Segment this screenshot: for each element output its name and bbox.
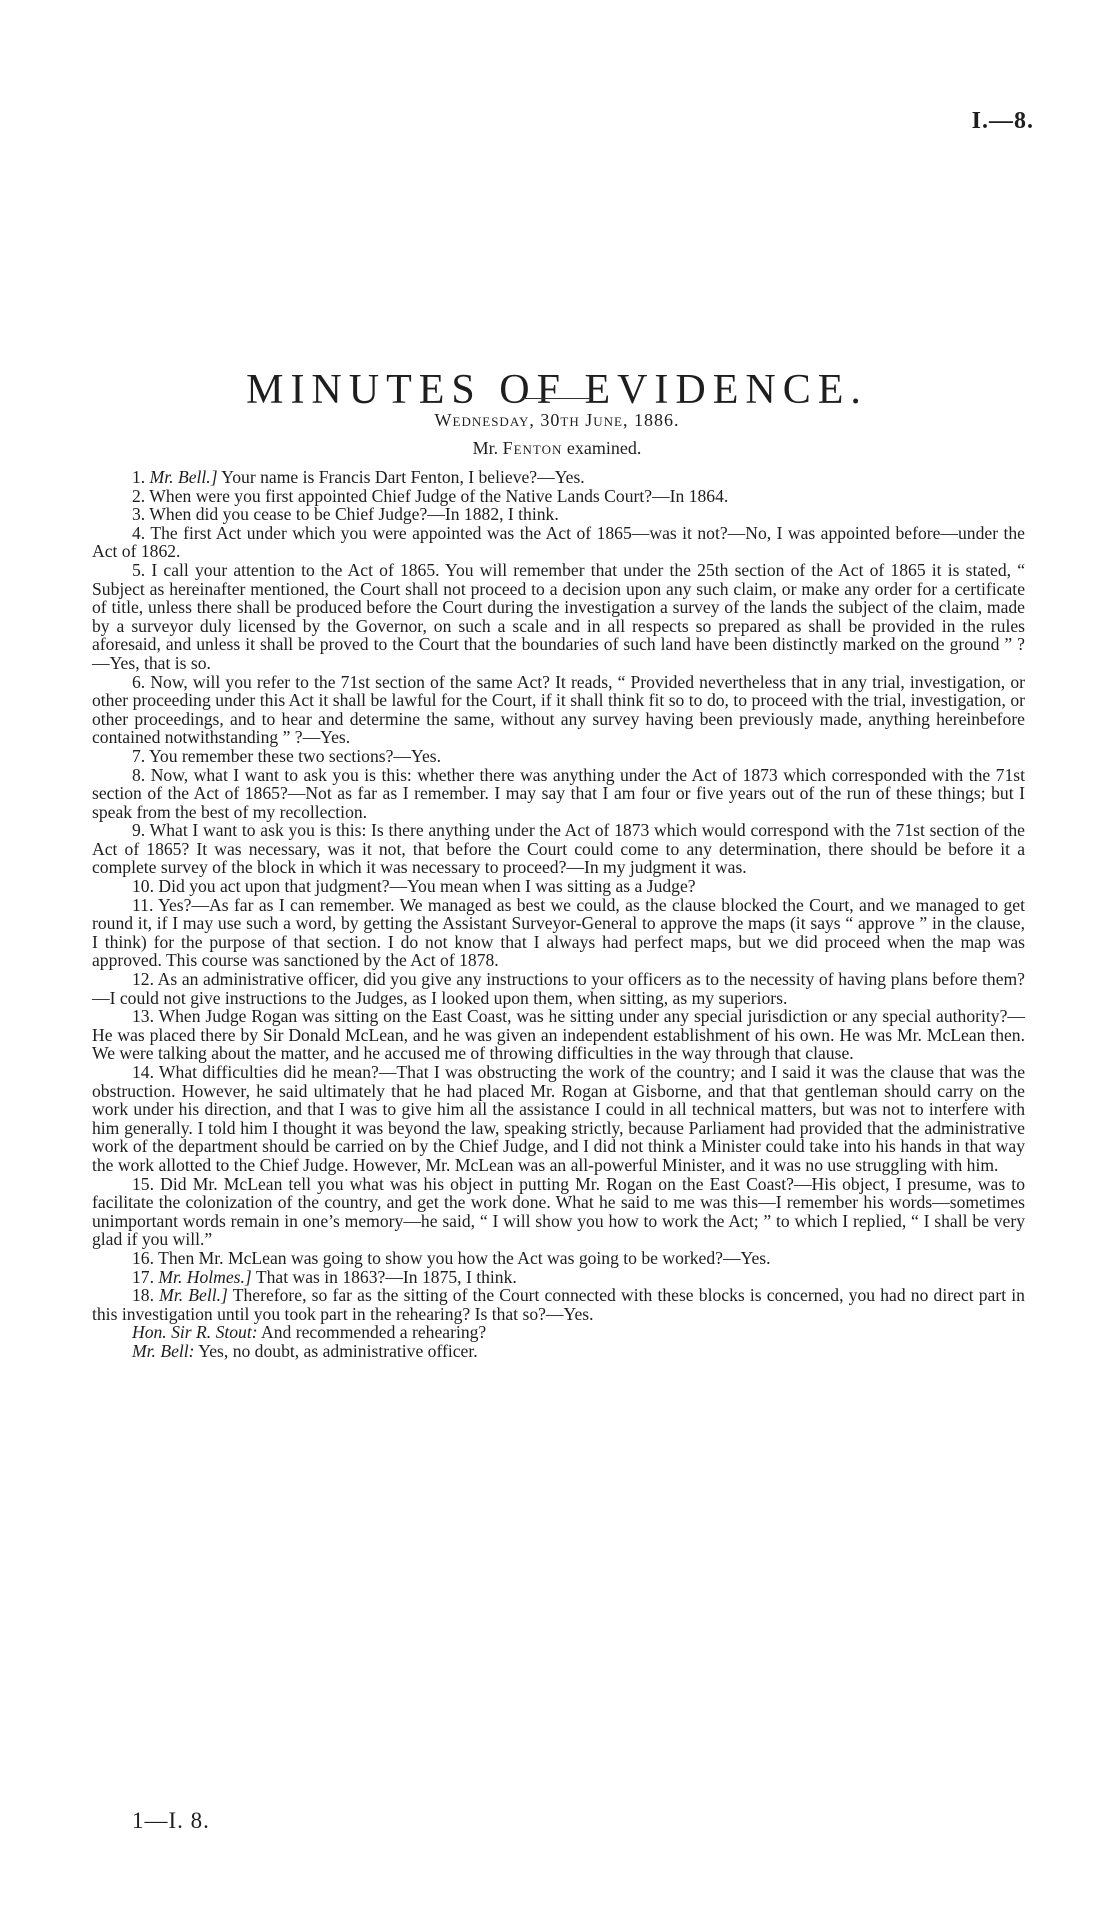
evidence-paragraph: [92, 673, 1025, 747]
paragraph-text: As an administrative officer, did you give any instructions to your officers as to the necessity of having plans before them?—I could not give instructions to the Judges, as I looked upon them, when sitting, as my superiors.: [92, 969, 1025, 1008]
evidence-paragraph: [92, 561, 1025, 673]
paragraph-text: What difficulties did he mean?—That I was obstructing the work of the country; and I said it was the clause that was the obstruction. However, he said ultimately that he had placed Mr. Rogan at Gisborne, and that that gentleman should carry on the work under his direction, and that I was to give him all the assistance I could in all technical matters, but was not to interfere with him generally. I told him I thought it was beyond the law, speaking strictly, because Parliament had provided that the administrative work of the department should be carried on by the Chief Judge, and I did not think a Minister could take into his hands in that way the work allotted to the Chief Judge. However, Mr. McLean was an all-powerful Minister, and it was no use struggling with him.: [92, 1062, 1025, 1175]
evidence-body: [92, 468, 1025, 1361]
question-number: 2.: [132, 485, 146, 506]
question-number: 11.: [132, 894, 154, 915]
title-divider: [522, 398, 592, 399]
question-number: 16.: [132, 1247, 154, 1268]
page-footer-signature: 1—I. 8.: [132, 1808, 210, 1833]
question-number: 6.: [132, 671, 146, 692]
evidence-paragraph: [92, 1175, 1025, 1249]
paragraph-text: Now, will you refer to the 71st section of the same Act? It reads, “ Provided nevertheless that in any trial, investigation, or other proceeding under this Act it shall be lawful for the Court, if it shall think fit so to do, to proceed with the trial, investigation, or other proceedings, and to hear and determine the same, without any survey having been previously made, anything hereinbefore contained notwithstanding ” ?—Yes.: [92, 671, 1025, 748]
paragraph-text: Yes?—As far as I can remember. We managed as best we could, as the clause blocked the Court, and we managed to get round it, if I may use such a word, by getting the Assistant Surveyor-General to approve the maps (it says “ approve ” in the clause, I think) for the purpose of that section. I do not know that I always had perfect maps, but we did proceed when the map was approved. This course was sanctioned by the Act of 1878.: [92, 894, 1025, 971]
question-number: 14.: [132, 1062, 154, 1082]
evidence-paragraph: [92, 468, 1025, 487]
evidence-paragraph: [92, 877, 1025, 896]
speaker-name: Mr. Holmes.]: [158, 1266, 252, 1287]
question-number: 10.: [132, 876, 154, 897]
paragraph-text: Now, what I want to ask you is this: whether there was anything under the Act of 1873 which corresponded with the 71st section of the Act of 1865?—Not as far as I remember. I may say that I am four or five years out of the run of these things; but I speak from the best of my recollection.: [92, 764, 1025, 822]
question-number: 17.: [132, 1266, 154, 1287]
question-number: 8.: [132, 764, 146, 785]
evidence-paragraph: [92, 747, 1025, 766]
question-number: 4.: [132, 522, 146, 543]
evidence-paragraph: [92, 896, 1025, 970]
evidence-paragraph: [92, 505, 1025, 524]
evidence-paragraph: [92, 821, 1025, 877]
evidence-paragraph: [92, 487, 1025, 506]
paragraph-text: Therefore, so far as the sitting of the Court connected with these blocks is concerned, you had no direct part in this investigation until you took part in the rehearing? Is that so?—Yes.: [92, 1285, 1025, 1324]
paragraph-text: What I want to ask you is this: Is there anything under the Act of 1873 which would correspond with the 71st section of the Act of 1865? It was necessary, was it not, that before the Court could come to any determination, there should be before it a complete survey of the block in which it was necessary to proceed?—In my judgment it was.: [92, 820, 1025, 878]
paragraph-text: When Judge Rogan was sitting on the East Coast, was he sitting under any special jurisdiction or any special authority?—He was placed there by Sir Donald McLean, and he was given an independent establishment of his own. He was Mr. McLean then. We were talking about the matter, and he accused me of throwing difficulties in the way through that clause.: [92, 1006, 1025, 1064]
paragraph-text: Did Mr. McLean tell you what was his object in putting Mr. Rogan on the East Coast?—His object, I presume, was to facilitate the colonization of the country, and get the work done. What he said to me was this—I remember his words—sometimes unimportant words remain in one’s memory—he said, “ I will show you how to work the Act; ” to which I replied, “ I shall be very glad if you will.”: [92, 1173, 1025, 1250]
paragraph-text: When did you cease to be Chief Judge?—In 1882, I think.: [149, 504, 559, 525]
question-number: 15.: [132, 1173, 154, 1194]
question-number: 3.: [132, 504, 146, 525]
paragraph-text: That was in 1863?—In 1875, I think.: [255, 1266, 517, 1287]
question-number: 7.: [132, 745, 146, 766]
evidence-paragraph: [92, 1063, 1025, 1175]
evidence-paragraph: [92, 970, 1025, 1007]
question-number: 12.: [132, 969, 154, 990]
witness-name: Fenton: [502, 438, 563, 458]
document-title: MINUTES OF EVIDENCE.: [246, 367, 868, 414]
paragraph-text: Yes, no doubt, as administrative officer.: [198, 1340, 478, 1361]
paragraph-text: I call your attention to the Act of 1865. You will remember that under the 25th section of the Act of 1865 it is stated, “ Subject as hereinafter mentioned, the Court shall not proceed to a decision upon any such claim, or make any order for a certificate of title, unless there shall be produced before the Court during the investigation a survey of the lands the subject of the claim, made by a surveyor duly licensed by the Governor, on such a scale and in all respects so prepared as shall be provided in the rules aforesaid, and unless it shall be proved to the Court that the boundaries of such land have been distinctly marked on the ground ” ?—Yes, that is so.: [92, 559, 1026, 673]
evidence-paragraph: [92, 766, 1025, 822]
paragraph-text: Then Mr. McLean was going to show you how the Act was going to be worked?—Yes.: [158, 1247, 771, 1268]
question-number: 1.: [132, 467, 146, 487]
evidence-paragraph: [92, 524, 1025, 561]
paragraph-text: You remember these two sections?—Yes.: [148, 745, 442, 766]
session-date: Wednesday, 30th June, 1886.: [434, 410, 680, 430]
page-reference: I.—8.: [971, 108, 1034, 134]
evidence-paragraph: [92, 1249, 1025, 1268]
question-number: 18.: [132, 1285, 154, 1306]
paragraph-text: Did you act upon that judgment?—You mean when I was sitting as a Judge?: [158, 876, 696, 897]
witness-examined-line: [0, 438, 1114, 459]
paragraph-text: And recommended a rehearing?: [261, 1322, 487, 1343]
evidence-paragraph: [92, 1323, 1025, 1342]
speaker-name: Mr. Bell:: [132, 1340, 195, 1361]
evidence-paragraph: [92, 1286, 1025, 1323]
question-number: 5.: [132, 559, 146, 580]
evidence-paragraph: [92, 1007, 1025, 1063]
question-number: 13.: [132, 1006, 154, 1027]
speaker-name: Mr. Bell.]: [149, 467, 218, 487]
witness-prefix: Mr.: [472, 438, 499, 458]
paragraph-text: Your name is Francis Dart Fenton, I believe?—Yes.: [221, 467, 585, 487]
examined-suffix: examined.: [566, 438, 642, 458]
evidence-paragraph: [92, 1268, 1025, 1287]
evidence-paragraph: [92, 1342, 1025, 1361]
speaker-name: Mr. Bell.]: [159, 1285, 228, 1306]
speaker-name: Hon. Sir R. Stout:: [132, 1322, 258, 1343]
question-number: 9.: [132, 820, 146, 841]
paragraph-text: When were you first appointed Chief Judge of the Native Lands Court?—In 1864.: [149, 485, 729, 506]
paragraph-text: The first Act under which you were appointed was the Act of 1865—was it not?—No, I was appointed before—under the Act of 1862.: [92, 522, 1025, 562]
